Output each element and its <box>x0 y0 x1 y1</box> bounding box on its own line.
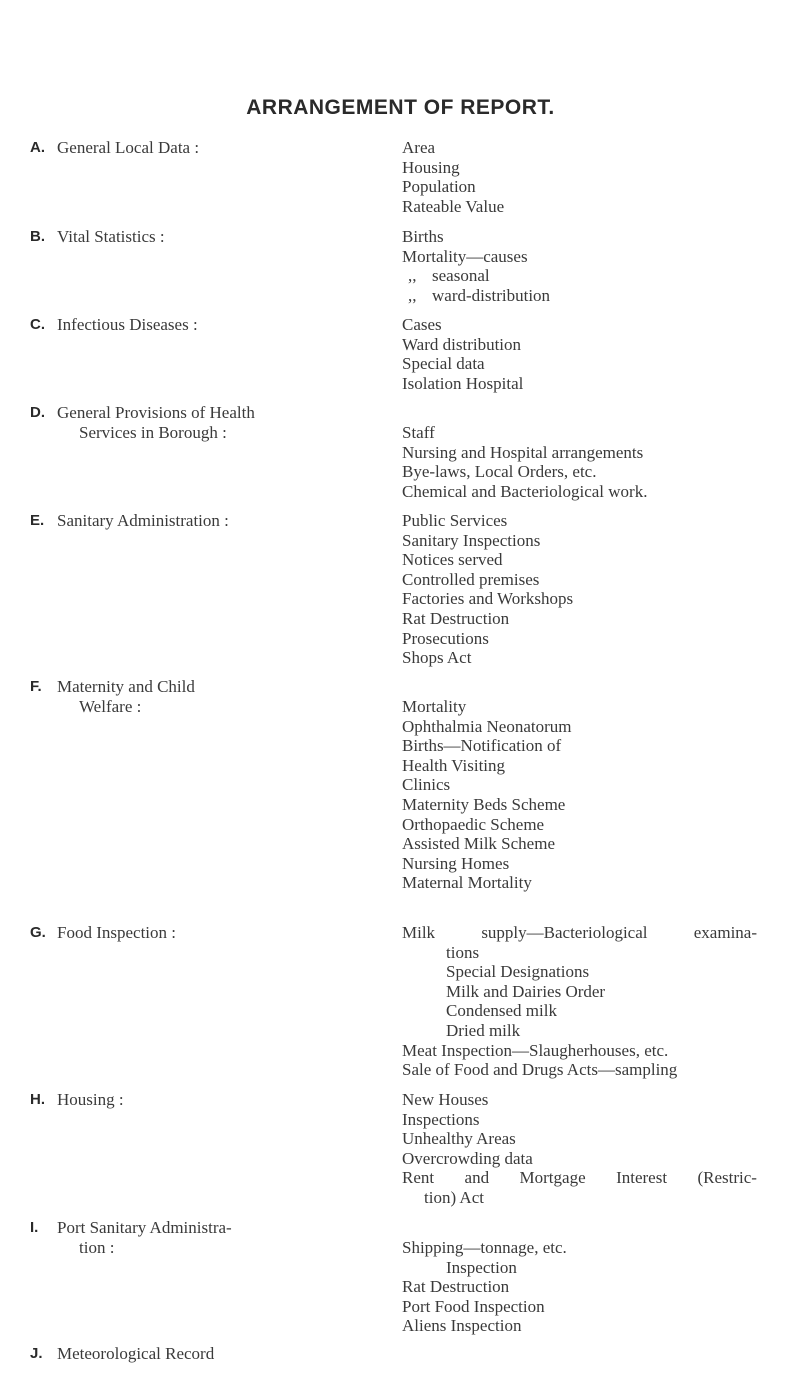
list-item: Special Designations <box>446 962 590 982</box>
list-item: Sanitary Inspections <box>402 530 541 550</box>
section-items <box>402 923 757 1080</box>
section-items <box>402 138 757 216</box>
list-item: Milk and Dairies Order <box>446 981 606 1001</box>
section-letter: B. <box>30 228 45 245</box>
section-letter: H. <box>30 1091 45 1108</box>
section-letter: E. <box>30 512 45 529</box>
page-title: ARRANGEMENT OF REPORT. <box>246 96 555 119</box>
section-letter: J. <box>30 1345 43 1362</box>
section-items <box>402 511 757 668</box>
ditto-mark: ,, <box>408 285 417 305</box>
list-item: Rent and Mortgage Interest (Restric- <box>402 1168 757 1188</box>
section-label: Infectious Diseases : <box>57 315 198 334</box>
list-item: Ophthalmia Neonatorum <box>402 716 572 736</box>
section-letter: G. <box>30 924 46 941</box>
list-item: ,, seasonal <box>402 266 757 286</box>
list-item: Prosecutions <box>402 628 489 648</box>
section-label: Housing : <box>57 1090 124 1109</box>
list-item: Orthopaedic Scheme <box>402 814 545 834</box>
list-item: Unhealthy Areas <box>402 1129 516 1149</box>
section-items <box>402 697 757 893</box>
section-items <box>402 1238 757 1336</box>
section-items <box>402 1090 757 1208</box>
list-item: Shops Act <box>402 648 472 668</box>
list-item: ,, ward-distribution <box>402 286 757 306</box>
list-item: Rat Destruction <box>402 608 510 628</box>
section-label: Sanitary Administration : <box>57 511 229 530</box>
list-item: tion) Act <box>424 1187 484 1207</box>
list-item: Sale of Food and Drugs Acts—sampling <box>402 1060 678 1080</box>
section-items <box>402 423 757 501</box>
list-item: Special data <box>402 354 485 374</box>
list-item: Staff <box>402 423 435 442</box>
list-item: Nursing Homes <box>402 853 510 873</box>
list-item: Maternal Mortality <box>402 873 532 893</box>
list-item: Assisted Milk Scheme <box>402 834 555 854</box>
list-item: Controlled premises <box>402 569 540 589</box>
list-item: Health Visiting <box>402 755 506 775</box>
list-item: New Houses <box>402 1090 489 1109</box>
list-item: Cases <box>402 315 442 334</box>
list-item: Population <box>402 177 476 197</box>
section-items <box>402 315 757 393</box>
list-item: Mortality—causes <box>402 246 528 266</box>
section-label: Vital Statistics : <box>57 227 165 246</box>
section-label: Port Sanitary Administra- tion : <box>57 1218 232 1257</box>
list-item: Maternity Beds Scheme <box>402 794 566 814</box>
list-item: Rat Destruction <box>402 1277 510 1297</box>
list-item: Nursing and Hospital arrangements <box>402 442 644 462</box>
list-item: Births—Notification of <box>402 736 562 756</box>
list-item: Shipping—tonnage, etc. <box>402 1238 567 1257</box>
section-letter: F. <box>30 678 42 695</box>
list-item: Housing <box>402 157 460 177</box>
section-label: Food Inspection : <box>57 923 176 942</box>
list-item: Clinics <box>402 775 451 795</box>
list-item: tions <box>446 942 480 962</box>
list-item: Bye-laws, Local Orders, etc. <box>402 462 597 482</box>
section-letter: D. <box>30 404 45 421</box>
list-item: Inspections <box>402 1109 480 1129</box>
list-item: Condensed milk <box>446 1001 557 1021</box>
list-item: Aliens Inspection <box>402 1316 522 1336</box>
list-item: Chemical and Bacteriological work. <box>402 481 648 501</box>
section-letter: A. <box>30 139 45 156</box>
list-item: Births <box>402 227 444 246</box>
section-letter: I. <box>30 1219 39 1236</box>
section-items <box>402 227 757 305</box>
list-item: Mortality <box>402 697 467 716</box>
section-label: Maternity and Child Welfare : <box>57 677 195 716</box>
list-item: Rateable Value <box>402 196 505 216</box>
list-item: Area <box>402 138 436 157</box>
section-label: Meteorological Record <box>57 1344 215 1363</box>
list-item: Ward distribution <box>402 334 522 354</box>
ditto-mark: ,, <box>408 266 417 286</box>
list-item: Meat Inspection—Slaugherhouses, etc. <box>402 1040 669 1060</box>
list-item: Milk supply—Bacteriological examina- <box>402 923 757 942</box>
section-label: General Provisions of Health Services in Borough : <box>57 403 255 442</box>
list-item: Overcrowding data <box>402 1148 533 1168</box>
list-item: Notices served <box>402 550 503 570</box>
list-item: Port Food Inspection <box>402 1296 545 1316</box>
list-item: Public Services <box>402 511 508 530</box>
section-letter: C. <box>30 316 45 333</box>
list-item: Dried milk <box>446 1020 521 1040</box>
list-item: Factories and Workshops <box>402 589 574 609</box>
list-item: Isolation Hospital <box>402 373 524 393</box>
list-item: Inspection <box>446 1257 517 1277</box>
section-label: General Local Data : <box>57 138 200 157</box>
